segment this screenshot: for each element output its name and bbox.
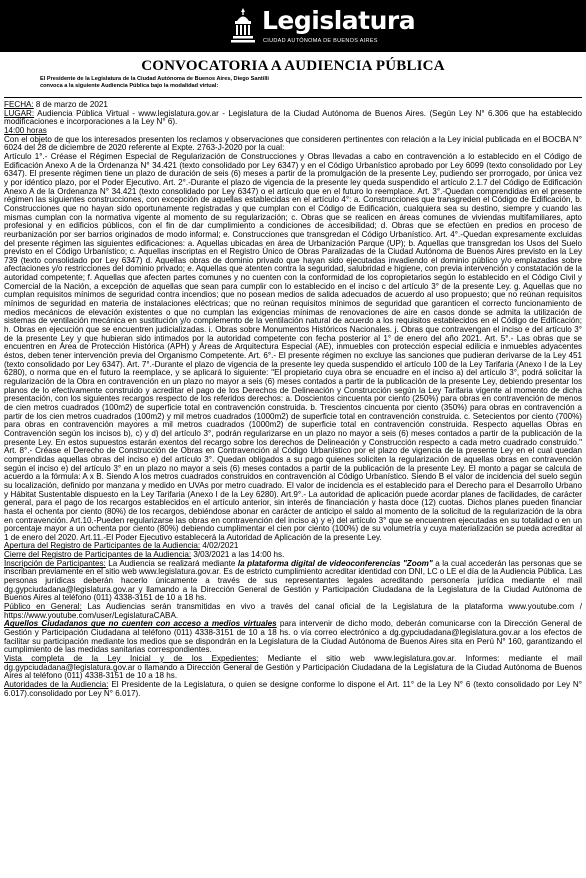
autoridades-value: El Presidente de la Legislatura, o quien se designe conforme lo dispone el Art. 11° de la Ley N° 6 (texto consolidado por Ley N° 6.017).consolidado por Ley N° 6.017). [4,679,582,698]
legislature-building-icon [228,7,258,45]
intro-line: El Presidente de la Legislatura de la Ciudad Autónoma de Buenos Aires, Diego Santilli [40,76,269,82]
inscripcion-label: Inscripción de Participantes: [4,558,106,568]
articulado-paragraph: Artículo 1°.- Créase el Régimen Especial de Regularización de Construcciones y Obras llevadas a cabo en contravención a lo establecido en el Código de Edificación Anexo A de la Ordenanza N° 34.421 (texto consolidado por Ley 6347) y en el Código Urbanístico aprobado por Ley 6099 (texto consolidado por Ley 6347). El presente régimen tiene un plazo de duración de seis (6) meses a partir de la promulgación de la presente Ley, pudiendo ser prorrogado, por única vez y por idéntico plazo, por el Poder Ejecutivo. Art. 2°.-Durante el plazo de vigencia de la presente ley queda suspendido el artículo 2.1.7 del Código de Edificación Anexo A de la Ordenanza N° 34.421 (texto consolidado por Ley 6347) o el artículo que en el futuro lo reemplace. Art. 3°.-Quedan comprendidas en el presente régimen las siguientes construcciones, con excepción de aquellas establecidas en el artículo 4°: a. Construcciones que transgreden el Código de Edificación, b. Construcciones que no hayan sido oportunamente registradas y que cumplan con el Código de Edificación, cualquiera sea su destino, siempre y cuando las mismas cumplan con la normativa vigente al momento de su regularización; c. Obras que se realicen en áreas comunes de viviendas multifamiliares, apto profesional y en edificios públicos, con el fin de dar cumplimiento a condiciones de accesibilidad; d. Obras que se efectúen en predios en proceso de reurbanización por ser barrios originados de modo informal; e. Construcciones que transgredan el Código Urbanístico. Art. 4°.-Quedan expresamente excluidas del presente régimen las siguientes edificaciones: a. Aquellas ubicadas en área de Urbanización Parque (UP); b. Aquellas que transgredan los Usos del Suelo previsto en el Código Urbanístico; c. Aquellas inscriptas en el Registro Único de Obras Paralizadas de la Ciudad Autónoma de Buenos Aires previsto en la Ley 739 (texto consolidado por Ley 6347) d. Aquellas obras de dominio privado que hayan sido ejecutadas invadiendo el dominio público y/o emplazadas sobre afectaciones y/o restricciones del dominio privado; e. Aquellas que atenten contra la seguridad, salubridad e higiene, con previa intervención y constatación de la autoridad competente; f. Aquellas que afecten partes comunes y no cuenten con la conformidad de los copropietarios según lo establecido en el Código Civil y Comercial de la Nación, a excepción de aquellas que sean para cumplir con lo establecido en el inciso c del artículo 3° de la presente Ley. g. Aquellas que no cumplan requisitos mínimos de seguridad contra incendios; que no posean medios de salida adecuados de acuerdo al uso propuesto; que no reúnan requisitos mínimos de seguridad en materia de instalaciones eléctricas; que no reúnan requisitos mínimos de seguridad que garanticen el correcto funcionamiento de medios mecánicos de elevación existentes o que no cumplan las exigencias mínimas de renovaciones de aire en casos donde se admita la utilización de sistemas de ventilación mecánica en sustitución y/o complemento de la ventilación natural de acuerdo a los requisitos establecidos en el Código de Edificación; h. Obras en ejecución que se encuentren judicializadas. i. Obras sobre Monumentos Históricos Nacionales. j. Obras que contravengan el inciso e del artículo 3° de la presente Ley y que hubieran sido intimados por la autoridad competente con fecha posterior al 1° de enero del año 2021. Art. 5°.- Las obras que se encuentren en Área de Protección Histórica (APH) y Áreas de Arquitectura Especial (AE), inmuebles con protección especial edilicia e inmuebles adyacentes éstos, deben tener intervención previa del Organismo Competente. Art. 6°.- El presente régimen no excluye las sanciones que pudieran derivarse de la Ley 451 (texto consolidado por Ley 6347). Art. 7°.-Durante el plazo de vigencia de la presente ley queda suspendido el artículo 100 de la Ley Tarifaria (Anexo I de la Ley 6280), o norma que en el futuro la reemplace, y se aplicará lo siguiente: "El propietario cuya obra se encuadre en el inciso a) del artículo 3°, podrá solicitar la regularización de la Obra en contravención en un plazo no mayor a seis (6) meses contados a partir de la publicación de la presente Ley, debiendo presentar los planos de lo efectivamente construido y acreditar el pago de los Derechos de Delineación y Construcción según la Ley Tarifaria vigente al momento de dicha presentación, con los siguientes recargos respecto de los referidos derechos: a. Doscientos cincuenta por ciento (250%) para obras en contravención de menos de cien metros cuadrados (100m2) de superficie total en contravención construida. b. Trescientos cincuenta por ciento (350%) para obras en contravención a partir de los cien metros cuadrados (100m2) y mil metros cuadrados (1000m2) de superficie total en contravención construida. c. Setecientos por ciento (700%) para obras en contravención mayores a mil metros cuadrados (1000m2) de superficie total en contravención construida. Respecto aquellas Obras en Contravención según los incisos b), c) y d) del artículo 3°, podrán regularizarse en un plazo no mayor a seis (6) meses contados a partir de la publicación de la presente Ley. En estos supuestos estarán exentos del recargo sobre los derechos de Delineación y Construcción respecto a cada metro cuadrado construido." Art. 8°.- Créase el Derecho de Construcción de Obras en Contravención al Código Urbanístico por el plazo de vigencia de la presente Ley en el cual quedan comprendidas aquellas obras del inciso e) del artículo 3°. Quedan obligados a su pago quienes soliciten la regularización de aquellas obras en contravención según el inciso e) del artículo 3° en un plazo no mayor a seis (6) meses contados a partir de la publicación de la presente Ley. El monto a pagar se calcula de acuerdo a la fórmula: A x B. Siendo A los metros cuadrados construidos en contravención al Código Urbanístico. Siendo B el valor de incidencia del suelo según su localización, definido por manzana y medido en UVAs por metro cuadrado. El valor de incidencia es el establecido para el Derecho para el Desarrollo Urbano y Hábitat Sustentable dispuesto en la Ley Tarifaria (Anexo I de la Ley 6280). Art.9°.- La autoridad de aplicación puede acordar planes de facilidades, de carácter general, para el pago de los recargos establecidos en el artículo anterior, sin interés de financiación y hasta doce (12) cuotas. Dichos planes pueden financiar hasta el ochenta por ciento (80%) de los recargos, debiéndose abonar en carácter de anticipo el saldo al momento de la solicitud de la regularización de la obra en contravención. Art.10.-Pueden regularizarse las obras en contravención del inciso a) y e) del artículo 3° que se encuentren ejecutadas en su totalidad o en un porcentaje mayor a un ochenta por ciento (80%) debiendo cumplimentar el cien por ciento (100%) de su volumetría y cuya materialización se pueda acreditar al 1 de enero del 2020. Art.11.-El Poder Ejecutivo establecerá la Autoridad de Aplicación de la presente Ley. [4,151,582,542]
publico-label: Público en General: [4,602,82,612]
divider [4,97,582,98]
notice-intro [40,76,340,91]
vista-paragraph [4,655,582,681]
hora-line: 14:00 horas [4,125,47,135]
cierre-label: Cierre del Registro de Participantes de la Audiencia: [4,550,192,560]
ciudadanos-value: para intervenir de dicho modo, deberán comunicarse con la Dirección General de Gestión y Participación Ciudadana al teléfono (011) 4338-3151 de 10 a 18 hs. o vía correo electrónico a dg.gypciudadana@legislatura.gov.ar a los efectos de facilitar su participación mediante los medios que se dispondrán en la Legislatura de la Ciudad Autónoma de Buenos Aires sita en Perú N° 160, garantizando el cumplimiento de las medidas sanitarias correspondientes. [4,619,582,655]
notice-title: CONVOCATORIA A AUDIENCIA PÚBLICA [141,58,445,74]
publico-paragraph [4,603,582,620]
autoridades-label: Autoridades de la Audiencia: [4,679,109,689]
header-banner [0,0,586,52]
intro-line: convoca a la siguiente Audiencia Pública bajo la modalidad virtual: [40,83,219,90]
logo-subtitle: CIUDAD AUTÓNOMA DE BUENOS AIRES [263,38,378,44]
zoom-emphasis: la plataforma digital de videoconferencias "Zoom" [237,558,433,568]
cierre-value: 3/03/2021 a las 14:00 hs. [191,550,285,560]
lugar-line [4,110,582,127]
logo-wordmark: Legislatura [262,6,416,35]
autoridades-paragraph [4,681,582,698]
apertura-label: Apertura del Registro de Participantes de la Audiencia: [4,541,201,551]
lugar-value: Audiencia Pública Virtual - www.legislatura.gov.ar - Legislatura de la Ciudad Autónoma de Buenos Aires. (Según Ley N° 6.306 que ha establecido modificaciones e incorporaciones a la Ley N° 6). [4,108,582,127]
legislatura-logo [228,5,568,47]
publico-value: Las Audiencias serán transmitidas en vivo a través del canal oficial de la Legislatura de la plataforma www.youtube.com / https://www.youtube.com/user/LegislaturaCABA. [4,602,583,620]
inscripcion-paragraph [4,560,582,603]
ciudadanos-paragraph [4,620,582,655]
vista-value: Mediante el sitio web www.legislatura.gov.ar. Informes: mediante el mail dg.gypciudadana@legislatura.gov.ar o llamando a Dirección General de Gestión y Participación Ciudadana de la Legislatura de la Ciudad Autónoma de Buenos Aires al teléfono (011) 4338-3151 de 10 a 18 hs. [4,654,582,681]
objeto-paragraph: Con el objeto de que los interesados presenten los reclamos y observaciones que consideren pertinentes con relación a la Ley inicial publicada en el BOCBA N° 6024 del 28 de diciembre de 2020 referente al Expte. 2763-J-2020 por la cual: [4,134,582,153]
inscripcion-text: La Audiencia se realizará mediante [105,558,238,568]
apertura-value: 4/02/2021 [200,541,239,551]
inscripcion-text: a la cual accederán las personas que se inscriban previamente en el sitio web www.legislatura.gov.ar. Es de estricto cumplimiento acreditar identidad con DNI, LC o LE el día de la Audiencia Pública. Las personas jurídicas deberán hacerlo únicamente a través de sus representantes legales acreditando personería jurídica mediante el mail dg.gypciudadana@legislatura.gov.ar y llamando a la Dirección General de Gestión y Participación Ciudadana de la Legislatura de la Ciudad Autónoma de Buenos Aires al teléfono (011) 4338-3151 de 10 a 18 hs. [4,558,582,603]
lugar-label: LUGAR: [4,108,35,118]
ciudadanos-label: Aquellos Ciudadanos que no cuenten con acceso a medios virtuales [4,619,277,629]
fecha-label: FECHA: [4,100,34,109]
notice-body [4,101,582,698]
vista-label: Vista completa de la Ley Inicial y de los Expedientes: [4,654,259,663]
fecha-value: 8 de marzo de 2021 [33,100,108,109]
